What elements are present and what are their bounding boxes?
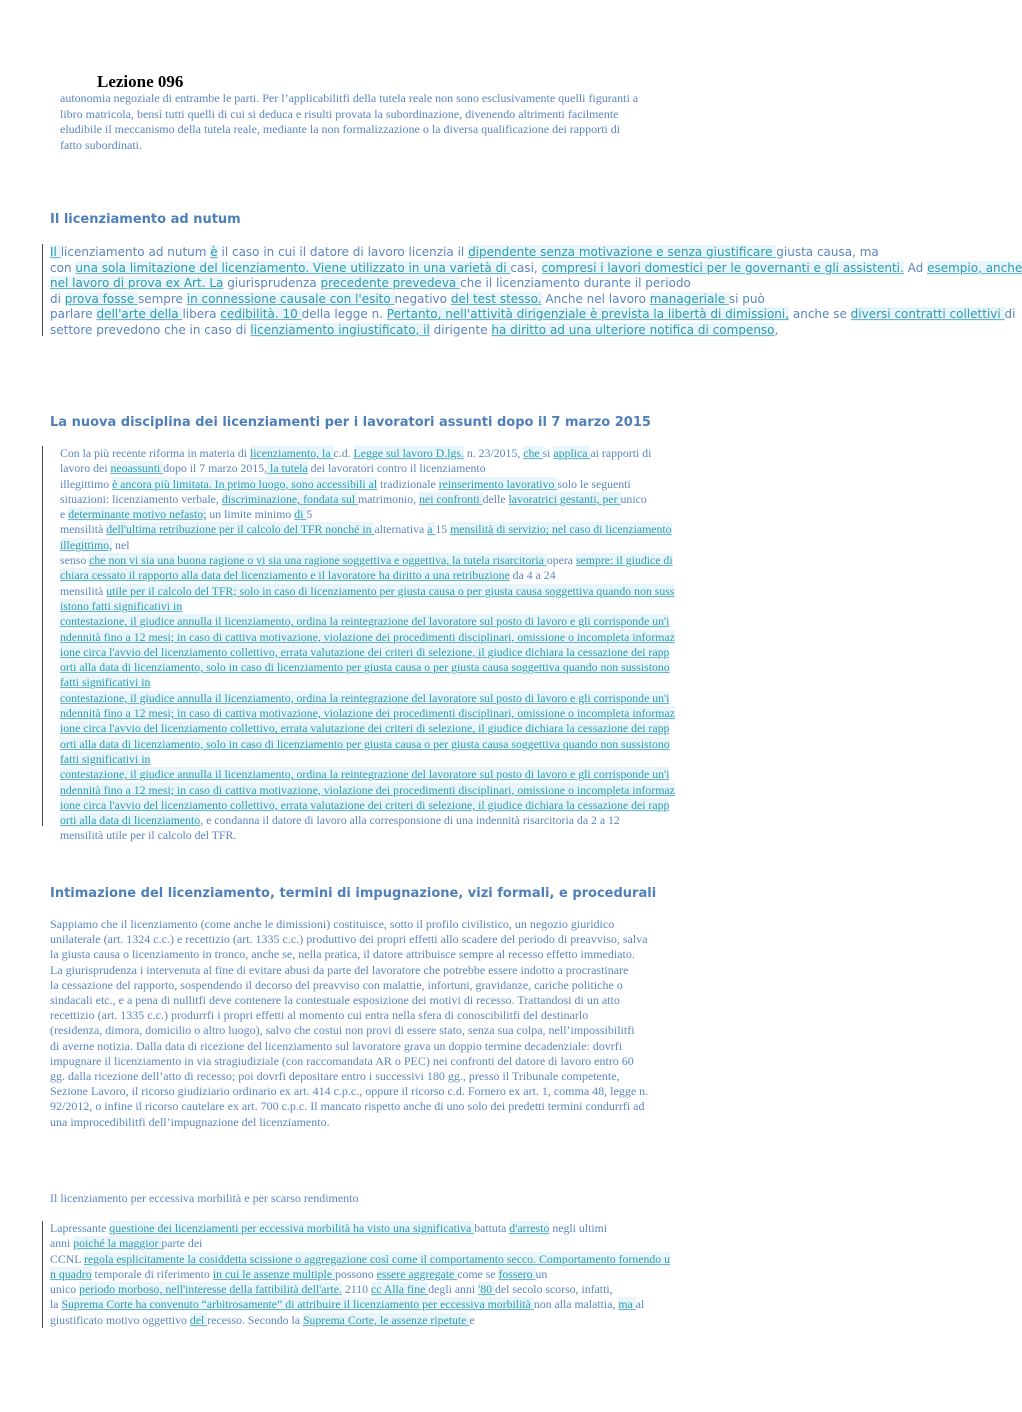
- highlighted-text: dell'arte della: [96, 307, 183, 321]
- intro-line: autonomia negoziale di entrambe le parti. Per l’applicabilitfi della tutela reale non sono esclusivamente quelli figuranti a: [60, 91, 639, 105]
- text-run: situazioni: licenziamento verbale,: [60, 491, 222, 506]
- text-run: 15: [435, 522, 451, 537]
- highlighted-text: regola esplicitamente la cosiddetta scissione o aggregazione così come il comportamento secco. Comportamento fornendo u: [83, 1251, 671, 1266]
- section-morbilita-body: [50, 1221, 670, 1328]
- paragraph-line: [50, 1297, 670, 1312]
- intro-line: libro matricola, bensì tutti quelli di cui si deduca e risulti provata la subordinazione, divenendo altrimenti facilmente: [60, 106, 619, 121]
- text-run: come se: [457, 1266, 499, 1281]
- highlighted-text: essere aggregate: [376, 1266, 458, 1281]
- paragraph-line: [50, 292, 1022, 308]
- highlighted-text: orti alla data di licenziamento: [60, 813, 201, 828]
- change-bar: [42, 244, 43, 336]
- text-run: mensilità: [60, 522, 107, 537]
- highlighted-text: ione circa l'avvio del licenziamento collettivo, errata valutazione dei criteri di selezione, il giudice dichiara la cessazione dei rapp: [60, 644, 670, 659]
- paragraph-line: gg. dalla ricezione dell’atto di recesso; poi dovrfi depositare entro i successivi 180 gg., presso il Tribunale competente,: [50, 1069, 620, 1084]
- paragraph-line: [60, 492, 675, 507]
- text-run: parte dei: [161, 1236, 203, 1251]
- text-run: casi,: [510, 260, 542, 275]
- highlighted-text: Suprema Corte, le assenze ripetute: [302, 1312, 470, 1327]
- text-run: nel: [112, 537, 130, 552]
- section-intimazione-body: [50, 917, 648, 1130]
- lecture-title: Lezione 096: [97, 72, 184, 91]
- paragraph-line: Sappiamo che il licenziamento (come anche le dimissioni) costituisce, sotto il profilo civilistico, un negozio giuridico: [50, 917, 615, 931]
- highlighted-text: dell'ultima retribuzione per il calcolo del TFR nonché in: [106, 522, 375, 537]
- highlighted-text: dipendente senza motivazione e senza giustificare: [468, 245, 777, 259]
- paragraph-line: [60, 798, 675, 813]
- highlighted-text: orti alla data di licenziamento, solo in caso di licenziamento per giusta causa o per giusta causa soggettiva quando non sussistono: [60, 736, 670, 751]
- paragraph-line: [60, 553, 675, 568]
- paragraph-line: recettizio (art. 1335 c.c.) produrrfi i propri effetti al momento cui entra nella sfera di conoscibilitfi del destinarlo: [50, 1008, 589, 1023]
- highlighted-text: orti alla data di licenziamento, solo in caso di licenziamento per giusta causa o per giusta causa soggettiva quando non sussistono: [60, 660, 670, 675]
- paragraph-line: [60, 568, 675, 583]
- highlighted-text: a: [427, 522, 436, 537]
- highlighted-text: prova fosse: [64, 291, 138, 306]
- paragraph-line: [60, 461, 675, 476]
- highlighted-text: manageriale: [649, 291, 729, 306]
- text-run: un: [535, 1266, 548, 1281]
- text-run: ai rapporti di: [590, 446, 652, 460]
- highlighted-text: diversi contratti collettivi: [850, 307, 1005, 321]
- highlighted-text: che non vi sia una buona ragione o vi sia una ragione soggettiva e oggettiva, la tutela risarcitoria: [89, 553, 547, 568]
- paragraph-line: (residenza, dimora, domicilio o altro luogo), salvo che costui non provi di essere stato, senza sua colpa, nell’impossibilitfi: [50, 1023, 635, 1038]
- text-run: si può: [728, 291, 765, 306]
- highlighted-text: ha diritto ad una ulteriore notifica di compenso: [491, 322, 775, 337]
- text-run: negativo: [394, 291, 451, 306]
- highlighted-text: in connessione causale con l'esito: [186, 291, 395, 306]
- paragraph-line: [50, 261, 1022, 277]
- paragraph-line: [50, 1313, 670, 1328]
- paragraph-line: [60, 614, 675, 629]
- text-run: e: [60, 507, 69, 522]
- change-bar: [42, 1221, 43, 1328]
- paragraph-line: [50, 1236, 670, 1251]
- paragraph-line: [60, 538, 675, 553]
- highlighted-text: di: [294, 507, 307, 522]
- text-run: si: [542, 446, 554, 460]
- highlighted-text: discriminazione, fondata sul: [221, 491, 359, 506]
- text-run: parlare: [50, 307, 97, 321]
- text-run: sempre: [137, 291, 187, 306]
- highlighted-text: '80: [478, 1282, 495, 1297]
- text-run: da 4 a 24: [509, 568, 556, 583]
- text-run: delle: [482, 491, 509, 506]
- text-run: tradizionale: [377, 476, 439, 491]
- highlighted-text: questione dei licenziamenti per eccessiva morbilità ha visto una significativa: [109, 1221, 475, 1235]
- paragraph-line: di averne notizia. Dalla data di ricezione del licenziamento sul lavoratore grava un doppio termine decadenziale: dovrfi: [50, 1038, 623, 1053]
- intro-line: eludibile il meccanismo della tutela reale, mediante la non formalizzazione o la diversa qualificazione dei rapporti di: [60, 122, 621, 136]
- paragraph-line: [60, 660, 675, 675]
- text-run: il caso in cui il datore di lavoro licenzia il: [217, 245, 469, 259]
- text-run: degli anni: [428, 1282, 479, 1297]
- text-run: Lapressante: [50, 1221, 110, 1235]
- section-heading-intimazione: Intimazione del licenziamento, termini di impugnazione, vizi formali, e procedurali: [50, 886, 657, 901]
- highlighted-text: d'arresto: [509, 1221, 550, 1235]
- paragraph-line: unilaterale (art. 1324 c.c.) e recettizio (art. 1335 c.c.) produttivo dei propri effetti allo scadere del periodo di preavviso, salva: [50, 932, 648, 947]
- paragraph-line: [60, 813, 675, 828]
- highlighted-text: Pertanto, nell'attività dirigenziale è prevista la libertà di dimissioni,: [386, 307, 790, 321]
- highlighted-text: ndennità fino a 12 mesi; in caso di cattiva motivazione, violazione dei procedimenti disciplinari, omissione o incompleta informaz: [60, 782, 675, 797]
- highlighted-text: n quadro: [50, 1266, 92, 1281]
- text-run: battuta: [474, 1221, 510, 1235]
- paragraph-line: sindacali etc., e a pena di nullitfi deve contenere la contestuale esposizione dei motivi di recesso. Trattandosi di un atto: [50, 993, 620, 1008]
- text-run: opera: [546, 553, 576, 568]
- highlighted-text: compresi i lavori domestici per le governanti e gli assistenti.: [541, 260, 904, 275]
- highlighted-text: cedibilità. 10: [220, 307, 302, 321]
- text-run: e: [469, 1312, 475, 1327]
- highlighted-text: chiara cessato il rapporto alla data del licenziamento e il lavoratore ha diritto a una retribuzione: [60, 568, 510, 583]
- highlighted-text: periodo morboso, nell'interesse della fattibilità dell'arte.: [79, 1282, 342, 1297]
- highlighted-text: è ancora più limitata. In primo luogo, sono accessibili al: [112, 476, 378, 491]
- highlighted-text: Suprema Corte ha convenuto “arbitrosamente” di attribuire il licenziamento per eccessiva morbilità: [61, 1297, 534, 1312]
- highlighted-text: cc Alla fine: [370, 1282, 429, 1297]
- paragraph-line: [60, 630, 675, 645]
- text-run: mensilità utile per il calcolo del TFR.: [60, 828, 237, 843]
- paragraph-line: impugnare il licenziamento in via stragiudiziale (con raccomandata AR o PEC) nei confronti del datore di lavoro entro 60: [50, 1053, 634, 1068]
- highlighted-text: contestazione, il giudice annulla il licenziamento, ordina la reintegrazione del lavoratore sul posto di lavoro e gli corrisponde un'i: [60, 690, 670, 705]
- highlighted-text: precedente prevedeva: [320, 276, 461, 290]
- paragraph-line: Sezione Lavoro, il ricorso giudiziario ordinario ex art. 414 c.p.c., oppure il ricorso c.d. Fornero ex art. 1, comma 48, legge n.: [50, 1084, 649, 1099]
- paragraph-line: [60, 706, 675, 721]
- text-run: libera: [182, 307, 221, 321]
- paragraph-line: [60, 737, 675, 752]
- highlighted-text: mensilità di servizio; nel caso di licenziamento: [450, 522, 672, 537]
- text-run: temporale di riferimento: [91, 1266, 213, 1281]
- paragraph-line: [60, 599, 675, 614]
- text-run: licenziamento ad nutum: [60, 245, 211, 259]
- text-run: n. 23/2015,: [463, 446, 524, 460]
- highlighted-text: Legge sul lavoro D.lgs.: [353, 446, 464, 460]
- highlighted-text: che: [523, 446, 543, 460]
- paragraph-line: [50, 1267, 670, 1282]
- text-run: con: [50, 260, 76, 275]
- paragraph-line: [60, 691, 675, 706]
- highlighted-text: poiché la maggior: [73, 1236, 162, 1251]
- highlighted-text: determinante motivo nefasto;: [68, 507, 207, 522]
- text-run: unico: [620, 491, 647, 506]
- text-run: del secolo scorso, infatti,: [494, 1282, 613, 1297]
- text-run: giustificato motivo oggettivo: [50, 1312, 190, 1327]
- highlighted-text: fatti significativi in: [60, 751, 151, 766]
- highlighted-text: nei confronti: [419, 491, 483, 506]
- paragraph-line: [60, 584, 675, 599]
- text-run: matrimonio,: [358, 491, 420, 506]
- text-run: giurisprudenza: [223, 276, 321, 290]
- highlighted-text: del test stesso.: [450, 291, 542, 306]
- paragraph-line: [60, 446, 675, 461]
- highlighted-text: licenziamento ingiustificato, il: [250, 322, 430, 337]
- highlighted-text: fatti significativi in: [60, 675, 151, 690]
- section-ad-nutum-body: [50, 245, 1022, 338]
- text-run: unico: [50, 1282, 80, 1297]
- text-run: settore prevedono che in caso di: [50, 322, 251, 337]
- paragraph-line: [50, 276, 1022, 292]
- text-run: negli ultimi: [549, 1221, 608, 1235]
- highlighted-text: contestazione, il giudice annulla il licenziamento, ordina la reintegrazione del lavoratore sul posto di lavoro e gli corrisponde un'i: [60, 767, 670, 782]
- text-run: un limite minimo: [206, 507, 295, 522]
- text-run: dirigente: [429, 322, 492, 337]
- paragraph-line: [60, 767, 675, 782]
- highlighted-text: è: [210, 245, 218, 259]
- paragraph-line: [60, 828, 675, 843]
- text-run: , e condanna il datore di lavoro alla corresponsione di una indennità risarcitoria da 2 a 12: [200, 813, 620, 828]
- highlighted-text: ma: [618, 1297, 636, 1312]
- highlighted-text: fossero: [498, 1266, 536, 1281]
- paragraph-line: [60, 507, 675, 522]
- text-run: anche se: [789, 307, 851, 321]
- text-run: ,: [774, 322, 779, 337]
- highlighted-text: una sola limitazione del licenziamento. Viene utilizzato in una varietà di: [75, 260, 511, 275]
- text-run: alternativa: [374, 522, 428, 537]
- paragraph-line: [60, 721, 675, 736]
- change-bar: [42, 446, 43, 826]
- text-run: CCNL: [50, 1251, 84, 1266]
- text-run: mensilità: [60, 583, 107, 598]
- text-run: la: [50, 1297, 62, 1312]
- highlighted-text: del: [189, 1312, 208, 1327]
- paragraph-line: [50, 245, 1022, 261]
- highlighted-text: illegittimo,: [60, 537, 113, 552]
- highlighted-text: neoassunti: [110, 461, 164, 476]
- text-run: lavoro dei: [60, 461, 111, 476]
- section-nuova-disciplina-body: [60, 446, 675, 844]
- text-run: illegittimo: [60, 476, 113, 491]
- paragraph-line: [60, 645, 675, 660]
- highlighted-text: la tutela: [267, 461, 308, 476]
- text-run: solo le seguenti: [557, 476, 631, 491]
- paragraph-line: una improcedibilitfi dell’impugnazione del licenziamento.: [50, 1114, 330, 1129]
- text-run: c.d.: [333, 446, 354, 460]
- text-run: recesso. Secondo la: [207, 1312, 303, 1327]
- paragraph-line: [60, 675, 675, 690]
- paragraph-line: la giusta causa o licenziamento in tronco, anche se, nella pratica, il datore attribuisce sempre al recesso effetto immediato.: [50, 947, 635, 962]
- text-run: al: [635, 1297, 645, 1312]
- text-run: Con la più recente riforma in materia di: [60, 446, 250, 460]
- intro-line: fatto subordinati.: [60, 137, 142, 152]
- highlighted-text: in cui le assenze multiple: [212, 1266, 336, 1281]
- highlighted-text: ndennità fino a 12 mesi; in caso di cattiva motivazione, violazione dei procedimenti disciplinari, omissione o incompleta informaz: [60, 629, 675, 644]
- highlighted-text: lavoratrici gestanti, per: [508, 491, 621, 506]
- paragraph-line: la cessazione del rapporto, sospendendo il decorso del preavviso con malattie, infortuni, gravidanze, cariche politiche o: [50, 977, 623, 992]
- highlighted-text: ndennità fino a 12 mesi; in caso di cattiva motivazione, violazione dei procedimenti disciplinari, omissione o incompleta informaz: [60, 706, 675, 721]
- section-heading-nuova-disciplina: La nuova disciplina dei licenziamenti per i lavoratori assunti dopo il 7 marzo 2015: [50, 415, 651, 430]
- text-run: 2110: [341, 1282, 371, 1297]
- highlighted-text: licenziamento, la: [250, 446, 334, 460]
- text-run: senso: [60, 553, 90, 568]
- highlighted-text: utile per il calcolo del TFR; solo in caso di licenziamento per giusta causa o per giusta causa soggettiva quando non suss: [106, 583, 675, 598]
- paragraph-line: [50, 1252, 670, 1267]
- highlighted-text: reinserimento lavorativo: [438, 476, 558, 491]
- highlighted-text: Il: [50, 245, 61, 259]
- highlighted-text: ione circa l'avvio del licenziamento collettivo, errata valutazione dei criteri di selezione, il giudice dichiara la cessazione dei rapp: [60, 797, 670, 812]
- paragraph-line: [60, 522, 675, 537]
- text-run: di: [50, 291, 65, 306]
- paragraph-line: [50, 307, 1022, 323]
- highlighted-text: nel lavoro di prova ex Art. La: [50, 276, 224, 290]
- paragraph-line: 92/2012, o infine il ricorso cautelare ex art. 700 c.p.c. Il mancato rispetto anche di uno solo dei predetti termini condurrfi ad: [50, 1099, 645, 1114]
- text-run: possono: [335, 1266, 377, 1281]
- highlighted-text: esempio, anche: [927, 260, 1022, 275]
- text-run: anni: [50, 1236, 74, 1251]
- text-run: non alla malattia,: [533, 1297, 619, 1312]
- text-run: Anche nel lavoro: [541, 291, 650, 306]
- paragraph-line: [50, 1221, 670, 1236]
- section-heading-morbilita: Il licenziamento per eccessiva morbilità e per scarso rendimento: [50, 1191, 359, 1205]
- text-run: di: [1004, 307, 1016, 321]
- text-run: che il licenziamento durante il periodo: [460, 276, 691, 290]
- paragraph-line: La giurisprudenza i intervenuta al fine di evitare abusi da parte del lavoratore che potrebbe essere indotto a procrastinare: [50, 962, 629, 977]
- text-run: giusta causa, ma: [776, 245, 879, 259]
- text-run: dei lavoratori contro il licenziamento: [307, 461, 486, 476]
- text-run: Ad: [903, 260, 928, 275]
- paragraph-line: [60, 783, 675, 798]
- highlighted-text: applica: [553, 446, 591, 460]
- text-run: 5: [306, 507, 313, 522]
- paragraph-line: [50, 323, 1022, 339]
- highlighted-text: sempre: il giudice di: [575, 553, 673, 568]
- highlighted-text: contestazione, il giudice annulla il licenziamento, ordina la reintegrazione del lavoratore sul posto di lavoro e gli corrisponde un'i: [60, 614, 670, 629]
- paragraph-line: [60, 752, 675, 767]
- highlighted-text: ione circa l'avvio del licenziamento collettivo, errata valutazione dei criteri di selezione, il giudice dichiara la cessazione dei rapp: [60, 721, 670, 736]
- paragraph-line: [60, 477, 675, 492]
- section-heading-ad-nutum: Il licenziamento ad nutum: [50, 212, 241, 227]
- intro-paragraph: [60, 91, 638, 153]
- text-run: della legge n.: [301, 307, 387, 321]
- highlighted-text: istono fatti significativi in: [60, 598, 183, 613]
- paragraph-line: [50, 1282, 670, 1297]
- text-run: dopo il 7 marzo 2015,: [163, 461, 268, 476]
